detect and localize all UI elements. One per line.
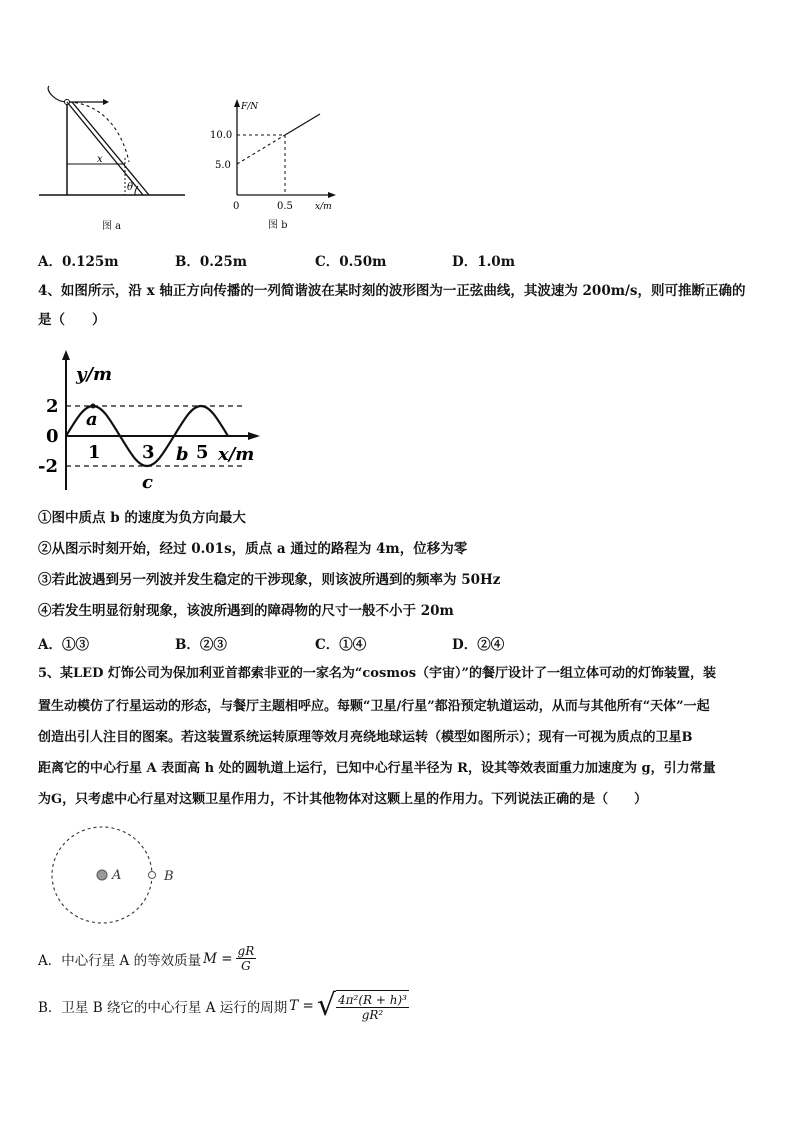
wave-graph: [38, 348, 268, 498]
figure-a-caption: 图 a: [102, 221, 122, 232]
q5-option-a-denominator: G: [241, 959, 251, 973]
hook-curve: [48, 86, 67, 102]
wave-ytick-0: 0: [46, 426, 59, 447]
fig-b-xtick-0: 0: [233, 201, 240, 212]
y-axis-arrow: [234, 99, 240, 107]
figure-a: [35, 82, 195, 207]
q4-stem-line-1: 4、如图所示，沿 x 轴正方向传播的一列简谐波在某时刻的波形图为一正弦曲线，其波速为 200m/s，则可推断正确的: [38, 283, 746, 299]
q3-option-d[interactable]: D．1.0m: [452, 254, 515, 270]
q4-option-a[interactable]: A．①③: [38, 637, 89, 653]
fig-b-y-label: F/N: [241, 102, 259, 112]
sqrt-icon: √: [316, 988, 336, 1023]
q5-option-b-text: B．卫星 B 绕它的中心行星 A 运行的周期: [38, 1000, 288, 1016]
q5-option-a[interactable]: [38, 944, 256, 973]
angle-arc: [135, 186, 138, 195]
point-c-label: c: [142, 472, 153, 493]
q3-option-a[interactable]: A．0.125m: [38, 254, 119, 270]
wave-ytick-2: 2: [46, 396, 59, 417]
wave-y-arrow: [62, 350, 70, 360]
force-line-dashed: [237, 135, 285, 164]
q4-option-d[interactable]: D．②④: [452, 637, 505, 653]
q4-statement-2: ②从图示时刻开始，经过 0.01s，质点 a 通过的路程为 4m，位移为零: [38, 541, 468, 557]
wave-xtick-1: 1: [88, 442, 101, 463]
fig-b-xtick-05: 0.5: [277, 201, 293, 212]
q3-option-c[interactable]: C．0.50m: [315, 254, 387, 270]
q4-statement-4: ④若发生明显衍射现象，该波所遇到的障碍物的尺寸一般不小于 20m: [38, 603, 454, 619]
q5-line-5: 为G，只考虑中心行星对这颗卫星作用力，不计其他物体对这颗上星的作用力。下列说法正确的是（ ）: [38, 792, 648, 807]
q5-option-a-numerator: gR: [237, 944, 255, 958]
q5-line-1: 5、某LED 灯饰公司为保加利亚首都索非亚的一家名为“cosmos（宇宙）”的餐厅设计了一组立体可动的灯饰装置，装: [38, 666, 717, 681]
fig-b-ytick-5: 5.0: [215, 160, 231, 171]
force-line-solid: [285, 114, 320, 135]
q5-option-a-lhs: M =: [203, 950, 233, 967]
q5-option-b[interactable]: [38, 990, 409, 1022]
q5-option-b-numerator: 4π²(R + h)³: [338, 993, 407, 1007]
wave-x-arrow: [248, 432, 260, 440]
slope-line-2: [72, 102, 149, 195]
trajectory-dashed: [69, 102, 129, 162]
velocity-arrowhead: [103, 99, 109, 105]
figure-b: [205, 85, 345, 215]
q5-option-a-text: A．中心行星 A 的等效质量: [38, 952, 202, 969]
q5-line-2: 置生动模仿了行星运动的形态，与餐厅主题相呼应。每颗“卫星/行星”都沿预定轨道运动，从而与其他所有“天体”一起: [38, 699, 710, 714]
satellite-b-dot: [149, 872, 156, 879]
point-b-label: b: [176, 444, 189, 465]
q5-option-b-fraction: [336, 990, 409, 1022]
wave-xtick-5: 5: [196, 442, 209, 463]
q5-line-3: 创造出引人注目的图案。若这装置系统运转原理等效月亮绕地球运转（模型如图所示）；现有一可视为质点的卫星B: [38, 730, 693, 745]
fig-b-x-label: x/m: [315, 202, 332, 212]
q4-option-c[interactable]: C．①④: [315, 637, 367, 653]
x-axis-arrow: [328, 192, 336, 198]
q4-statement-3: ③若此波遇到另一列波并发生稳定的干涉现象，则该波所遇到的频率为 50Hz: [38, 572, 501, 588]
fig-b-ytick-10: 10.0: [210, 130, 233, 141]
q5-option-b-lhs: T =: [289, 998, 314, 1014]
figure-b-caption: 图 b: [268, 220, 288, 231]
q4-statement-1: ①图中质点 b 的速度为负方向最大: [38, 510, 246, 526]
q4-stem-line-2: 是（ ）: [38, 312, 106, 328]
wave-x-label: x/m: [218, 444, 255, 465]
q4-option-b[interactable]: B．②③: [175, 637, 227, 653]
point-a-dot: [91, 404, 96, 409]
satellite-b-label: B: [164, 869, 174, 884]
wave-ytick-neg2: -2: [38, 456, 58, 477]
orbit-diagram: [40, 822, 190, 932]
q5-option-b-denominator: gR²: [361, 1008, 384, 1022]
fig-a-x-label: x: [97, 154, 103, 165]
fig-a-angle-label: θ: [127, 182, 134, 193]
wave-y-label: y/m: [76, 364, 113, 385]
planet-a-dot: [97, 870, 107, 880]
q5-option-a-fraction: [236, 944, 257, 973]
planet-a-label: A: [112, 868, 122, 883]
wave-xtick-3: 3: [142, 442, 155, 463]
point-a-label: a: [86, 409, 98, 430]
q3-option-b[interactable]: B．0.25m: [175, 254, 248, 270]
q5-line-4: 距离它的中心行星 A 表面高 h 处的圆轨道上运行，已知中心行星半径为 R，设其等效表面重力加速度为 g，引力常量: [38, 761, 716, 776]
